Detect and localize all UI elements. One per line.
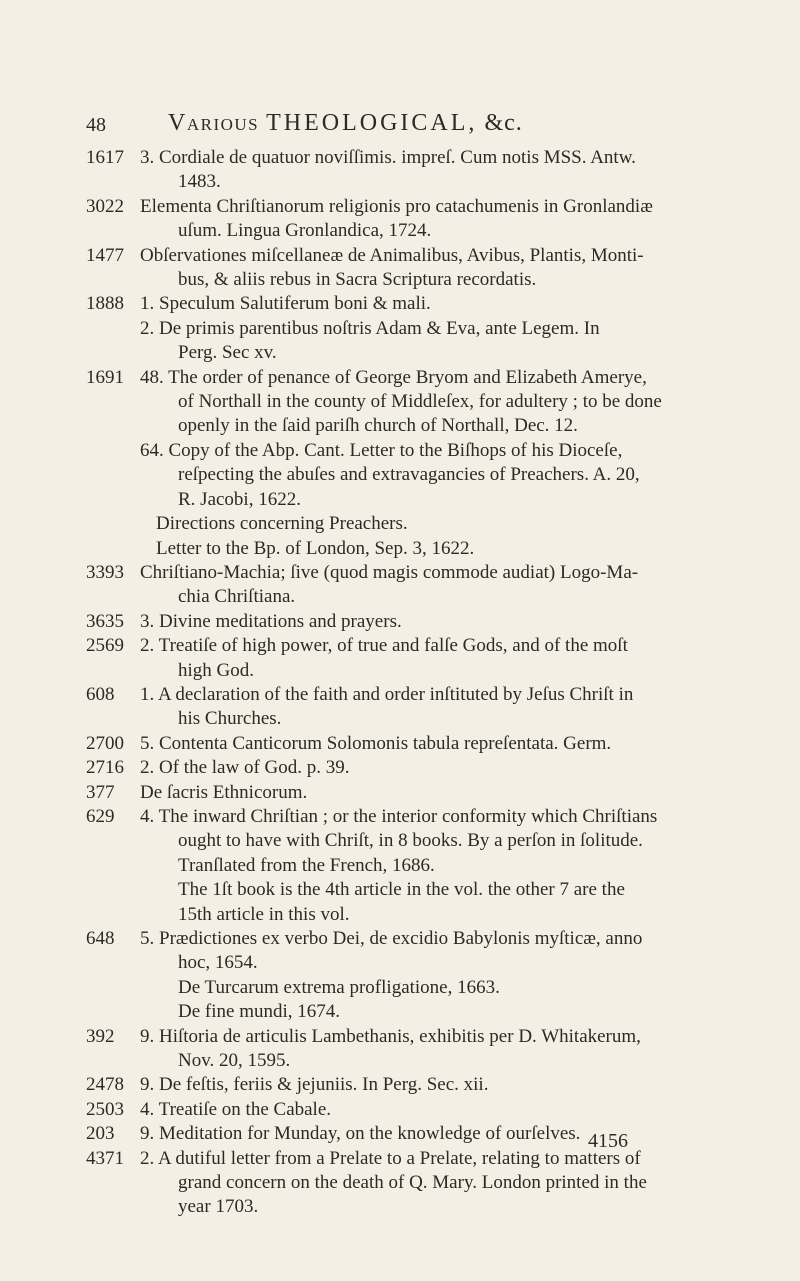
entry-text-line: hoc, 1654.	[178, 952, 258, 974]
catalogue-entry	[86, 732, 746, 756]
running-title-part1: Various	[168, 110, 260, 136]
entry-text-line: 9. De feſtis, feriis & jejuniis. In Perg. Sec. xii.	[140, 1074, 489, 1096]
entry-shelf-number: 608	[86, 683, 115, 705]
entry-text-line: 1. A declaration of the faith and order inſtituted by Jeſus Chriſt in	[140, 683, 634, 705]
entry-shelf-number: 203	[86, 1123, 115, 1145]
entry-text-line: uſum. Lingua Gronlandica, 1724.	[178, 220, 432, 242]
catalogue-entry	[86, 244, 746, 293]
catalogue-entry	[86, 1122, 746, 1146]
entry-text-line: 15th article in this vol.	[178, 903, 350, 925]
entry-text-line: 9. Hiſtoria de articulis Lambethanis, exhibitis per D. Whitakerum,	[140, 1025, 641, 1047]
entry-text-line: 2. De primis parentibus noſtris Adam & Eva, ante Legem. In	[140, 317, 600, 339]
entry-text-line: openly in the ſaid pariſh church of Northall, Dec. 12.	[178, 415, 578, 437]
catalogue-entry	[86, 1098, 746, 1122]
entry-text-line: 5. Prædictiones ex verbo Dei, de excidio Babylonis myſticæ, anno	[140, 928, 643, 949]
entry-text-line: 4. Treatiſe on the Cabale.	[140, 1098, 332, 1120]
catalogue-entry	[86, 1073, 746, 1097]
entry-text-line: Directions concerning Preachers.	[156, 513, 408, 535]
catalogue-entry	[86, 927, 746, 1025]
entry-shelf-number: 392	[86, 1025, 115, 1047]
entry-text-line: 2. Treatiſe of high power, of true and falſe Gods, and of the moſt	[140, 635, 628, 657]
page-number: 48	[86, 114, 106, 136]
catalogue-entry	[86, 805, 746, 927]
entry-text-line: high God.	[178, 659, 254, 681]
entry-text-line: De ſacris Ethnicorum.	[140, 781, 308, 803]
entry-text-line: The 1ſt book is the 4th article in the vol. the other 7 are the	[178, 879, 625, 901]
entry-shelf-number: 3393	[86, 561, 124, 583]
catalogue-entry	[86, 610, 746, 634]
entry-shelf-number: 2700	[86, 732, 124, 754]
entry-shelf-number: 1477	[86, 244, 124, 266]
entry-text-line: De fine mundi, 1674.	[178, 1001, 341, 1023]
entry-text-line: bus, & aliis rebus in Sacra Scriptura recordatis.	[178, 269, 537, 291]
entry-text-line: Obſervationes miſcellaneæ de Animalibus, Avibus, Plantis, Monti-	[140, 244, 644, 266]
entry-text-line: 48. The order of penance of George Bryom and Elizabeth Amerye,	[140, 366, 647, 388]
catalogue-entry	[86, 195, 746, 244]
entry-text-line: 3. Divine meditations and prayers.	[140, 610, 402, 632]
entry-text-line: 1483.	[178, 171, 221, 193]
catalogue-entry	[86, 146, 746, 195]
catalogue-entries	[86, 146, 746, 1220]
entry-text-line: grand concern on the death of Q. Mary. London printed in the	[178, 1172, 647, 1194]
entry-text-line: Elementa Chriſtianorum religionis pro catachumenis in Gronlandiæ	[140, 195, 653, 217]
entry-text-line: 2. A dutiful letter from a Prelate to a Prelate, relating to matters of	[140, 1147, 641, 1169]
entry-shelf-number: 629	[86, 805, 115, 827]
catalogue-entry	[86, 1025, 746, 1074]
entry-shelf-number: 4371	[86, 1147, 124, 1169]
entry-shelf-number: 648	[86, 928, 115, 949]
running-title-part3: &c.	[484, 110, 523, 136]
catalogue-entry	[86, 561, 746, 610]
entry-text-line: Nov. 20, 1595.	[178, 1050, 291, 1072]
running-title	[168, 110, 523, 137]
entry-shelf-number: 1617	[86, 147, 124, 168]
catalogue-entry	[86, 292, 746, 365]
catalogue-entry	[86, 366, 746, 561]
catalogue-entry	[86, 781, 746, 805]
entry-text-line: R. Jacobi, 1622.	[178, 488, 301, 510]
entry-shelf-number: 2716	[86, 757, 124, 779]
entry-shelf-number: 377	[86, 781, 115, 803]
entry-text-line: his Churches.	[178, 708, 282, 730]
entry-shelf-number: 3022	[86, 195, 124, 217]
entry-text-line: De Turcarum extrema profligatione, 1663.	[178, 976, 500, 998]
entry-text-line: 3. Cordiale de quatuor noviſſimis. impreſ. Cum notis MSS. Antw.	[140, 147, 636, 168]
entry-text-line: 2. Of the law of God. p. 39.	[140, 757, 350, 779]
entry-shelf-number: 2569	[86, 635, 124, 657]
entry-text-line: of Northall in the county of Middleſex, for adultery ; to be done	[178, 391, 662, 413]
entry-shelf-number: 2478	[86, 1074, 124, 1096]
running-title-part2: THEOLOGICAL,	[266, 110, 478, 136]
entry-text-line: Tranſlated from the French, 1686.	[178, 854, 435, 876]
catalogue-entry	[86, 756, 746, 780]
entry-text-line: ought to have with Chriſt, in 8 books. By a perſon in ſolitude.	[178, 830, 643, 852]
catalogue-entry	[86, 683, 746, 732]
entry-shelf-number: 2503	[86, 1098, 124, 1120]
entry-text-line: Chriſtiano-Machia; ſive (quod magis commode audiat) Logo-Ma-	[140, 561, 639, 583]
entry-text-line: Perg. Sec xv.	[178, 342, 277, 364]
entry-text-line: 4. The inward Chriſtian ; or the interior conformity which Chriſtians	[140, 805, 658, 827]
entry-text-line: 64. Copy of the Abp. Cant. Letter to the Biſhops of his Dioceſe,	[140, 439, 623, 461]
page-header	[86, 108, 746, 142]
entry-shelf-number: 1888	[86, 293, 124, 315]
entry-text-line: year 1703.	[178, 1196, 259, 1218]
entry-text-line: Letter to the Bp. of London, Sep. 3, 1622.	[156, 537, 475, 559]
entry-text-line: chia Chriſtiana.	[178, 586, 296, 608]
entry-text-line: 9. Meditation for Munday, on the knowledge of ourſelves.	[140, 1123, 581, 1145]
catalogue-entry	[86, 634, 746, 683]
entry-text-line: 1. Speculum Salutiferum boni & mali.	[140, 293, 431, 315]
entry-text-line: 5. Contenta Canticorum Solomonis tabula repreſentata. Germ.	[140, 732, 612, 754]
catalogue-entry	[86, 1147, 746, 1220]
entry-shelf-number: 3635	[86, 610, 124, 632]
entry-shelf-number: 1691	[86, 366, 124, 388]
entry-text-line: reſpecting the abuſes and extravagancies of Preachers. A. 20,	[178, 464, 640, 486]
catchword: 4156	[588, 1130, 628, 1152]
